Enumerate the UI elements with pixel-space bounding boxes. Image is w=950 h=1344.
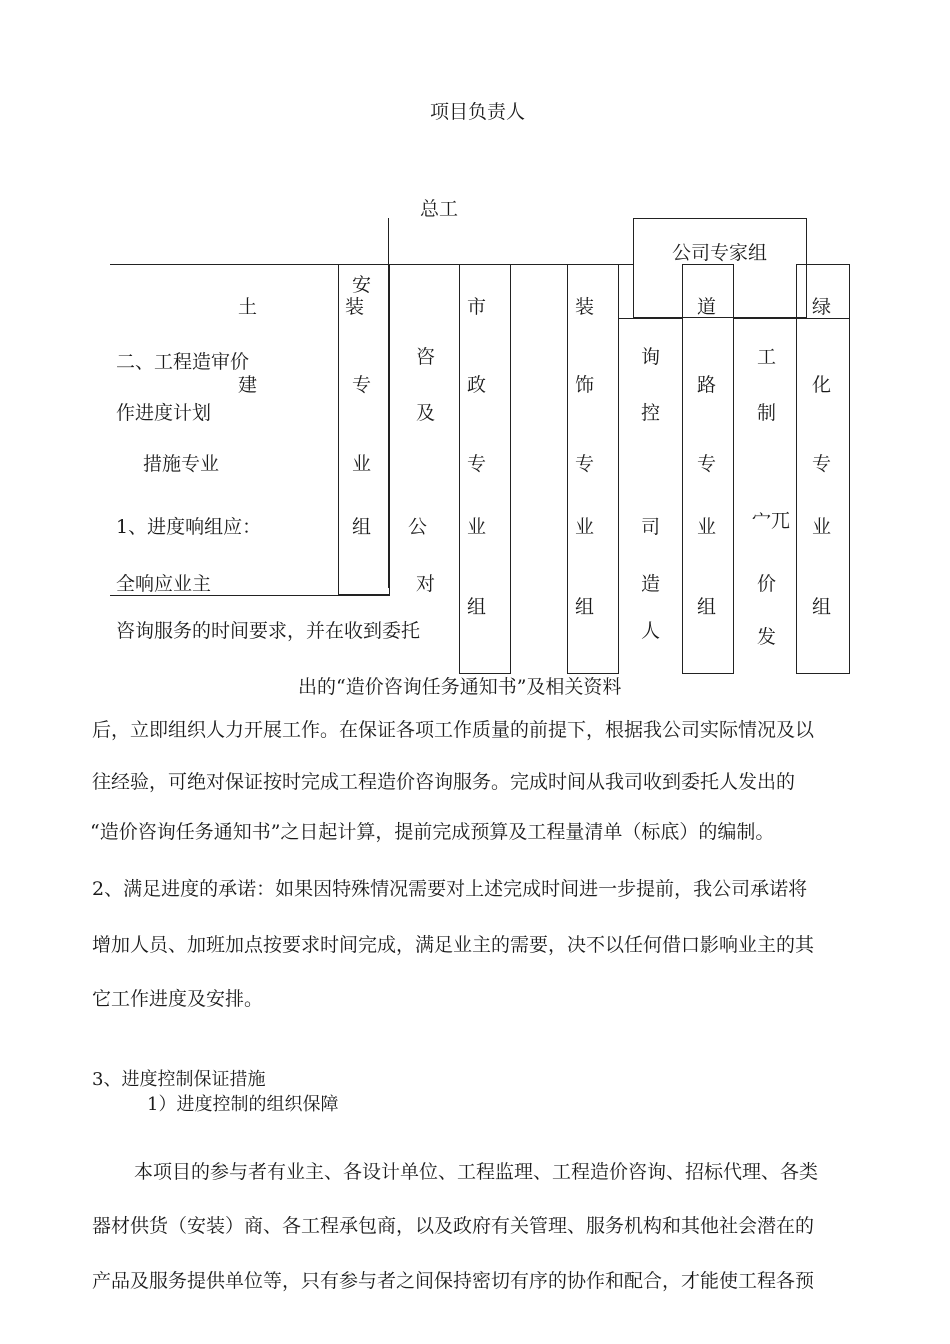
shi-1: 市 xyxy=(467,296,487,318)
lv-3: 专 xyxy=(812,453,832,475)
gong-2: 制 xyxy=(757,402,777,424)
dao-5: 组 xyxy=(697,596,717,618)
chart-line-xun-top xyxy=(618,318,683,319)
lv-1: 绿 xyxy=(812,296,832,318)
zi-3: 公 xyxy=(408,516,428,538)
zs-3: 专 xyxy=(575,453,595,475)
anzhuang-2: 装 xyxy=(345,296,365,318)
lv-5: 组 xyxy=(812,596,832,618)
text-tu: 土 xyxy=(238,296,258,318)
paragraph-3-line-3: 产品及服务提供单位等，只有参与者之间保持密切有序的协作和配合，才能使工程各预 xyxy=(92,1270,815,1292)
anzhuang-1: 安 xyxy=(352,274,372,296)
dao-1: 道 xyxy=(697,296,717,318)
chart-top-line-mid2 xyxy=(510,264,568,265)
expert-group-label: 公司专家组 xyxy=(672,242,768,264)
dao-2: 路 xyxy=(697,374,717,396)
xun-5: 人 xyxy=(641,620,661,642)
text-jian: 建 xyxy=(238,374,258,396)
xun-3: 司 xyxy=(641,516,661,538)
gong-3: 宀兀 xyxy=(752,510,791,532)
xun-4: 造 xyxy=(641,573,661,595)
anzhuang-5: 组 xyxy=(352,516,372,538)
paragraph-1-line-2: 往经验，可绝对保证按时完成工程造价咨询服务。完成时间从我司收到委托人发出的 xyxy=(92,771,796,793)
dao-3: 专 xyxy=(697,453,717,475)
lv-4: 业 xyxy=(812,516,832,538)
mixed-line-2: 作进度计划 xyxy=(116,402,212,424)
section-heading-3-1: 1）进度控制的组织保障 xyxy=(147,1094,339,1115)
mixed-line-3: 措施专业 xyxy=(143,453,220,475)
paragraph-3-line-1: 本项目的参与者有业主、各设计单位、工程监理、工程造价咨询、招标代理、各类 xyxy=(134,1161,819,1183)
zs-1: 装 xyxy=(575,296,595,318)
chart-top-line-right xyxy=(618,264,634,265)
section-heading-3: 3、进度控制保证措施 xyxy=(92,1069,266,1090)
zi-1: 咨 xyxy=(416,346,436,368)
shi-5: 组 xyxy=(467,596,487,618)
zs-5: 组 xyxy=(575,596,595,618)
mixed-line-5: 全响应业主 xyxy=(116,573,212,595)
zi-2: 及 xyxy=(416,402,436,424)
shi-2: 政 xyxy=(467,374,487,396)
zs-2: 饰 xyxy=(575,374,595,396)
mixed-line-4: 1、进度响组应： xyxy=(116,516,262,538)
gong-4: 价 xyxy=(757,573,777,595)
mixed-line-7: 出的“造价咨询任务通知书”及相关资料 xyxy=(298,676,622,698)
chart-top-line-mid xyxy=(388,264,460,265)
anzhuang-4: 业 xyxy=(352,453,372,475)
mixed-line-1: 二、工程造审价 xyxy=(116,351,250,373)
mixed-line-6: 咨询服务的时间要求，并在收到委托 xyxy=(116,620,421,642)
gong-1: 工 xyxy=(757,346,777,368)
anzhuang-3: 专 xyxy=(352,374,372,396)
paragraph-2-line-2: 增加人员、加班加点按要求时间完成，满足业主的需要，决不以任何借口影响业主的其 xyxy=(92,934,815,956)
gong-5: 发 xyxy=(757,626,777,648)
shi-4: 业 xyxy=(467,516,487,538)
xun-1: 询 xyxy=(641,346,661,368)
paragraph-2-line-3: 它工作进度及安排。 xyxy=(92,988,264,1010)
dao-4: 业 xyxy=(697,516,717,538)
chart-chief: 总工 xyxy=(420,198,459,220)
paragraph-2-line-1: 2、满足进度的承诺：如果因特殊情况需要对上述完成时间进一步提前，我公司承诺将 xyxy=(92,878,808,900)
chart-head: 项目负责人 xyxy=(430,101,526,123)
zs-4: 业 xyxy=(575,516,595,538)
paragraph-1-line-3: “造价咨询任务通知书”之日起计算，提前完成预算及工程量清单（标底）的编制。 xyxy=(90,821,775,843)
chart-bottom-line-left xyxy=(110,595,390,596)
paragraph-1-line-1: 后，立即组织人力开展工作。在保证各项工作质量的前提下，根据我公司实际情况及以 xyxy=(92,719,815,741)
lv-2: 化 xyxy=(812,374,832,396)
xun-2: 控 xyxy=(641,402,661,424)
zi-4: 对 xyxy=(416,573,436,595)
shi-3: 专 xyxy=(467,453,487,475)
paragraph-3-line-2: 器材供货（安装）商、各工程承包商，以及政府有关管理、服务机构和其他社会潜在的 xyxy=(92,1215,815,1237)
